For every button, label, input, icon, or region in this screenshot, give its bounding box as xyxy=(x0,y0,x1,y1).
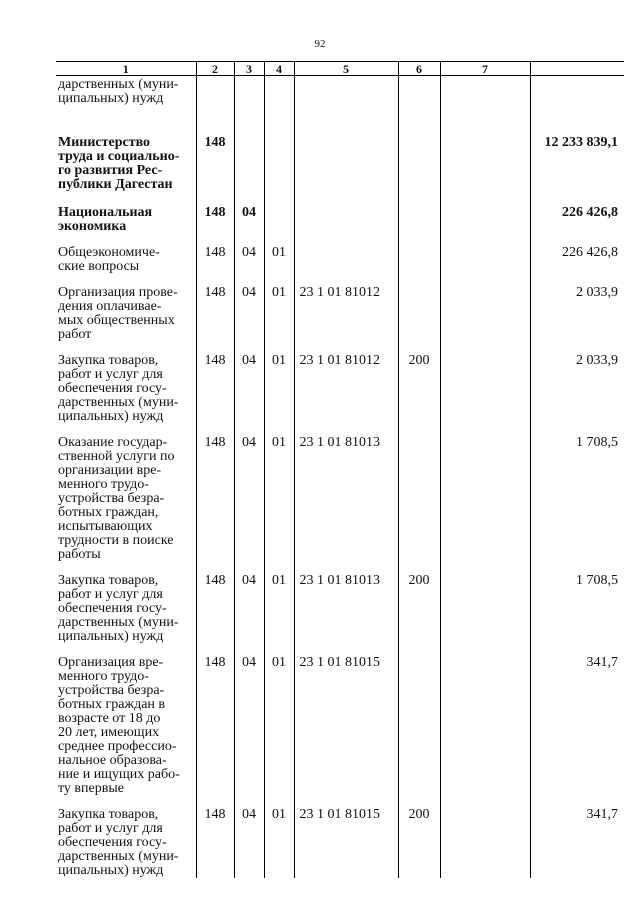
row-name-text: Закупка товаров, работ и услуг для обеспечения госу- дарственных (муни- ципальных) нужд xyxy=(58,572,179,644)
row-ministry-code-text: 148 xyxy=(204,244,226,260)
row-ministry-code xyxy=(196,234,234,274)
row-section-code xyxy=(234,644,264,796)
table-row xyxy=(56,76,624,124)
row-section-code-text: 04 xyxy=(242,284,256,300)
row-target-article-text: 23 1 01 81015 xyxy=(299,806,380,822)
row-name-text: Организация прове- дения оплачивае- мых общественных работ xyxy=(58,284,178,342)
row-ministry-code-text: 148 xyxy=(204,572,226,588)
row-col-7 xyxy=(440,424,530,562)
row-ministry-code xyxy=(196,342,234,424)
row-section-code xyxy=(234,342,264,424)
row-amount xyxy=(530,796,624,878)
row-col-7 xyxy=(440,194,530,234)
row-subsection-code xyxy=(264,194,294,234)
row-subsection-code-text: 01 xyxy=(272,806,286,822)
row-expense-type xyxy=(398,234,440,274)
row-section-code-text: 04 xyxy=(242,352,256,368)
row-name xyxy=(56,424,196,562)
row-target-article-text: 23 1 01 81013 xyxy=(299,572,380,588)
row-subsection-code-text: 01 xyxy=(272,434,286,450)
row-target-article xyxy=(294,562,398,644)
row-subsection-code xyxy=(264,796,294,878)
row-expense-type xyxy=(398,124,440,194)
row-amount-text: 12 233 839,1 xyxy=(544,134,618,150)
row-col-7 xyxy=(440,644,530,796)
header-col-4: 4 xyxy=(264,62,294,76)
row-col-7 xyxy=(440,796,530,878)
row-name xyxy=(56,124,196,194)
row-amount xyxy=(530,76,624,124)
row-section-code-text: 04 xyxy=(242,244,256,260)
row-amount xyxy=(530,234,624,274)
header-col-5: 5 xyxy=(294,62,398,76)
row-expense-type xyxy=(398,76,440,124)
row-section-code xyxy=(234,234,264,274)
row-target-article xyxy=(294,796,398,878)
row-ministry-code xyxy=(196,76,234,124)
row-name xyxy=(56,342,196,424)
row-expense-type xyxy=(398,644,440,796)
row-target-article xyxy=(294,424,398,562)
row-amount-text: 341,7 xyxy=(586,806,618,822)
row-expense-type-text: 200 xyxy=(408,352,430,368)
row-subsection-code xyxy=(264,644,294,796)
row-section-code xyxy=(234,796,264,878)
row-section-code xyxy=(234,562,264,644)
row-section-code xyxy=(234,424,264,562)
table-body xyxy=(56,76,624,878)
row-col-7 xyxy=(440,234,530,274)
row-amount xyxy=(530,644,624,796)
row-target-article xyxy=(294,194,398,234)
row-section-code-text: 04 xyxy=(242,806,256,822)
row-name-text: Министерство труда и социально- го развития Рес- публики Дагестан xyxy=(58,134,180,192)
row-amount xyxy=(530,342,624,424)
row-amount xyxy=(530,424,624,562)
row-name xyxy=(56,644,196,796)
header-col-8 xyxy=(530,62,624,76)
row-ministry-code-text: 148 xyxy=(204,434,226,450)
row-section-code xyxy=(234,76,264,124)
row-name xyxy=(56,76,196,124)
row-name xyxy=(56,194,196,234)
row-subsection-code xyxy=(264,562,294,644)
row-name-text: Оказание государ- ственной услуги по организации вре- менного трудо- устройства безра- ботных граждан, испытывающих трудности в поиске работы xyxy=(58,434,175,562)
row-expense-type xyxy=(398,796,440,878)
row-col-7 xyxy=(440,562,530,644)
row-section-code-text: 04 xyxy=(242,204,256,220)
table-row xyxy=(56,644,624,796)
row-ministry-code xyxy=(196,562,234,644)
header-col-6: 6 xyxy=(398,62,440,76)
row-expense-type-text: 200 xyxy=(408,806,430,822)
row-amount xyxy=(530,124,624,194)
row-ministry-code-text: 148 xyxy=(204,654,226,670)
header-col-2: 2 xyxy=(196,62,234,76)
row-ministry-code-text: 148 xyxy=(204,134,226,150)
table-row xyxy=(56,234,624,274)
row-amount-text: 2 033,9 xyxy=(576,284,618,300)
table-row xyxy=(56,562,624,644)
row-amount-text: 2 033,9 xyxy=(576,352,618,368)
row-amount-text: 226 426,8 xyxy=(562,204,618,220)
row-amount xyxy=(530,194,624,234)
row-subsection-code-text: 01 xyxy=(272,654,286,670)
header-col-3: 3 xyxy=(234,62,264,76)
row-amount-text: 1 708,5 xyxy=(576,434,618,450)
row-section-code xyxy=(234,124,264,194)
row-target-article-text: 23 1 01 81012 xyxy=(299,352,380,368)
row-amount-text: 226 426,8 xyxy=(562,244,618,260)
row-target-article-text: 23 1 01 81015 xyxy=(299,654,380,670)
row-subsection-code-text: 01 xyxy=(272,572,286,588)
row-ministry-code xyxy=(196,796,234,878)
row-ministry-code xyxy=(196,644,234,796)
row-section-code xyxy=(234,194,264,234)
row-col-7 xyxy=(440,342,530,424)
header-col-1: 1 xyxy=(56,62,196,76)
row-subsection-code-text: 01 xyxy=(272,244,286,260)
row-target-article xyxy=(294,644,398,796)
row-section-code-text: 04 xyxy=(242,434,256,450)
row-col-7 xyxy=(440,274,530,342)
row-name xyxy=(56,234,196,274)
header-row xyxy=(56,62,624,76)
row-name-text: Закупка товаров, работ и услуг для обеспечения госу- дарственных (муни- ципальных) нужд xyxy=(58,352,179,424)
row-col-7 xyxy=(440,124,530,194)
row-name-text: Организация вре- менного трудо- устройства безра- ботных граждан в возрасте от 18 до 20 лет, имеющих среднее профессио- нальное образова- ние и ищущих рабо- ту впервые xyxy=(58,654,180,796)
table-row xyxy=(56,424,624,562)
row-ministry-code-text: 148 xyxy=(204,204,226,220)
row-amount-text: 341,7 xyxy=(586,654,618,670)
row-name-text: дарственных (муни- ципальных) нужд xyxy=(58,77,179,106)
row-subsection-code xyxy=(264,76,294,124)
row-subsection-code xyxy=(264,424,294,562)
row-ministry-code xyxy=(196,124,234,194)
row-ministry-code xyxy=(196,274,234,342)
row-amount-text: 1 708,5 xyxy=(576,572,618,588)
row-section-code xyxy=(234,274,264,342)
row-expense-type xyxy=(398,562,440,644)
row-amount xyxy=(530,562,624,644)
row-subsection-code xyxy=(264,342,294,424)
table-row xyxy=(56,274,624,342)
row-name xyxy=(56,562,196,644)
row-ministry-code xyxy=(196,194,234,234)
row-expense-type xyxy=(398,424,440,562)
table-row xyxy=(56,124,624,194)
row-col-7 xyxy=(440,76,530,124)
row-section-code-text: 04 xyxy=(242,654,256,670)
row-name xyxy=(56,274,196,342)
row-name-text: Закупка товаров, работ и услуг для обеспечения госу- дарственных (муни- ципальных) нужд xyxy=(58,806,179,878)
row-ministry-code-text: 148 xyxy=(204,284,226,300)
row-amount xyxy=(530,274,624,342)
row-section-code-text: 04 xyxy=(242,572,256,588)
row-expense-type xyxy=(398,274,440,342)
row-subsection-code xyxy=(264,234,294,274)
row-target-article xyxy=(294,274,398,342)
header-col-7: 7 xyxy=(440,62,530,76)
row-target-article xyxy=(294,124,398,194)
row-ministry-code xyxy=(196,424,234,562)
row-expense-type xyxy=(398,194,440,234)
row-target-article xyxy=(294,342,398,424)
row-name-text: Общеэкономиче- ские вопросы xyxy=(58,244,160,274)
table-row xyxy=(56,342,624,424)
row-target-article xyxy=(294,234,398,274)
row-expense-type-text: 200 xyxy=(408,572,430,588)
row-subsection-code-text: 01 xyxy=(272,352,286,368)
table-row xyxy=(56,796,624,878)
row-target-article-text: 23 1 01 81012 xyxy=(299,284,380,300)
row-name-text: Национальная экономика xyxy=(58,204,153,234)
row-ministry-code-text: 148 xyxy=(204,806,226,822)
page-number: 92 xyxy=(314,38,326,50)
row-name xyxy=(56,796,196,878)
table-row xyxy=(56,194,624,234)
row-target-article xyxy=(294,76,398,124)
row-ministry-code-text: 148 xyxy=(204,352,226,368)
row-subsection-code-text: 01 xyxy=(272,284,286,300)
row-expense-type xyxy=(398,342,440,424)
row-subsection-code xyxy=(264,274,294,342)
row-subsection-code xyxy=(264,124,294,194)
row-target-article-text: 23 1 01 81013 xyxy=(299,434,380,450)
budget-table xyxy=(56,61,624,878)
